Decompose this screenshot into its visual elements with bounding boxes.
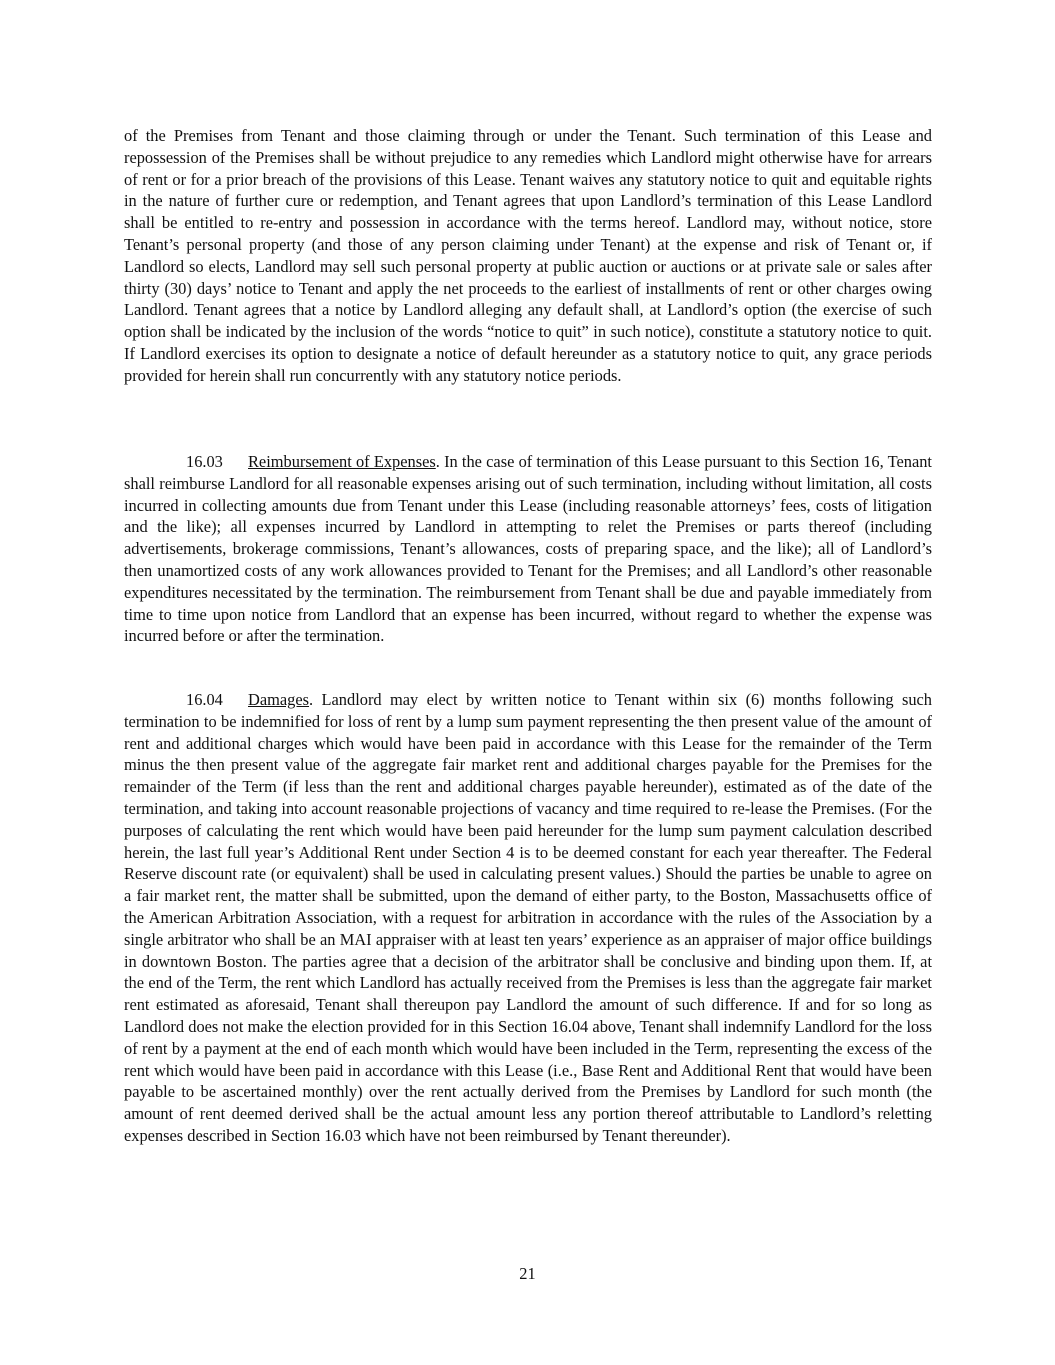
section-number: 16.03 bbox=[186, 452, 223, 471]
section-number: 16.04 bbox=[186, 690, 223, 709]
paragraph-text: . Landlord may elect by written notice to Tenant within six (6) months following such termination to be indemnified for loss of rent by a lump sum payment representing the then present value of the amount of rent and additional charges which would have been paid in accordance with this Lease for the remainder of the Term minus the then present value of the aggregate fair market rent and additional charges payable for the Premises for the remainder of the Term (if less than the rent and additional charges payable hereunder), estimated as of the date of the termination, and taking into account reasonable projections of vacancy and time required to re-lease the Premises. (For the purposes of calculating the rent which would have been paid hereunder for the lump sum payment calculation described herein, the last full year’s Additional Rent under Section 4 is to be deemed constant for each year thereafter. The Federal Reserve discount rate (or equivalent) shall be used in calculating present values.) Should the parties be unable to agree on a fair market rent, the matter shall be submitted, upon the demand of either party, to the Boston, Massachusetts office of the American Arbitration Association, with a request for arbitration in accordance with the rules of the Association by a single arbitrator who shall be an MAI appraiser with at least ten years’ experience as an appraiser of major office buildings in downtown Boston. The parties agree that a decision of the arbitrator shall be conclusive and binding upon them. If, at the end of the Term, the rent which Landlord has actually received from the Premises is less than the aggregate fair market rent estimated as aforesaid, Tenant shall thereupon pay Landlord the amount of such difference. If and for so long as Landlord does not make the election provided for in this Section 16.04 above, Tenant shall indemnify Landlord for the loss of rent by a payment at the end of each month which would have been included in the Term, representing the excess of the rent which would have been paid in accordance with this Lease (i.e., Base Rent and Additional Rent that would have been payable to be ascertained monthly) over the rent actually derived from the Premises by Landlord for such month (the amount of rent deemed derived shall be the actual amount less any portion thereof attributable to Landlord’s reletting expenses described in Section 16.03 which have not been reimbursed by Tenant thereunder). bbox=[124, 690, 932, 1145]
paragraph-text: of the Premises from Tenant and those claiming through or under the Tenant. Such termination of this Lease and repossession of the Premises shall be without prejudice to any remedies which Landlord might otherwise have for arrears of rent or for a prior breach of the provisions of this Lease. Tenant waives any statutory notice to quit and equitable rights in the nature of further cure or redemption, and Tenant agrees that upon Landlord’s termination of this Lease Landlord shall be entitled to re-entry and possession in accordance with the terms hereof. Landlord may, without notice, store Tenant’s personal property (and those of any person claiming under Tenant) at the expense and risk of Tenant or, if Landlord so elects, Landlord may sell such personal property at public auction or auctions or at private sale or sales after thirty (30) days’ notice to Tenant and apply the net proceeds to the earliest of installments of rent or other charges owing Landlord. Tenant agrees that a notice by Landlord alleging any default shall, at Landlord’s option (the exercise of such option shall be indicated by the inclusion of the words “notice to quit” in such notice), constitute a statutory notice to quit. If Landlord exercises its option to designate a notice of default hereunder as a statutory notice to quit, any grace periods provided for herein shall run concurrently with any statutory notice periods. bbox=[124, 126, 932, 385]
section-16-03-paragraph bbox=[124, 451, 932, 647]
paragraph-continuation bbox=[124, 125, 932, 387]
section-heading: Reimbursement of Expenses bbox=[248, 452, 436, 471]
section-16-04-paragraph bbox=[124, 689, 932, 1147]
paragraph-text: . In the case of termination of this Lease pursuant to this Section 16, Tenant shall reimburse Landlord for all reasonable expenses arising out of such termination, including without limitation, all costs incurred in collecting amounts due from Tenant under this Lease (including reasonable attorneys’ fees, costs of litigation and the like); all expenses incurred by Landlord in attempting to relet the Premises or parts thereof (including advertisements, brokerage commissions, Tenant’s allowances, costs of preparing space, and the like); all of Landlord’s then unamortized costs of any work allowances provided to Tenant for the Premises; and all Landlord’s other reasonable expenditures necessitated by the termination. The reimbursement from Tenant shall be due and payable immediately from time to time upon notice from Landlord that an expense has been incurred, without regard to whether the expense was incurred before or after the termination. bbox=[124, 452, 932, 646]
page-number: 21 bbox=[519, 1264, 536, 1283]
section-heading: Damages bbox=[248, 690, 309, 709]
